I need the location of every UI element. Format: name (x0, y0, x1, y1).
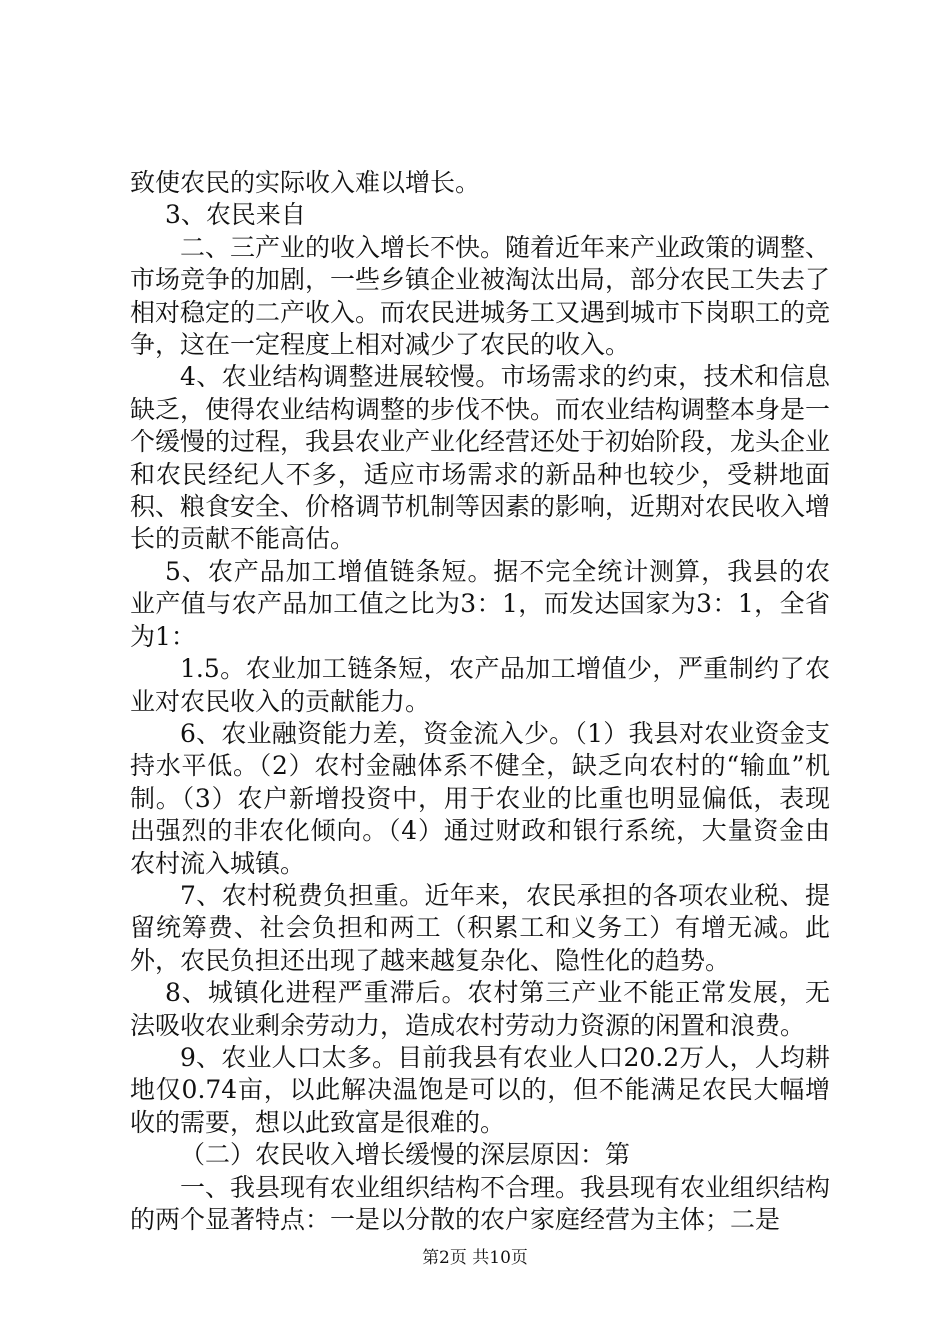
paragraph: （二）农民收入增长缓慢的深层原因：第 (180, 1140, 631, 1170)
document-body (130, 167, 830, 1236)
paragraph: 一、我县现有农业组织结构不合理。我县现有农业组织结构的两个显著特点：一是以分散的农户家庭经营为主体；二是 (130, 1172, 831, 1234)
paragraph: 二、三产业的收入增长不快。随着近年来产业政策的调整、市场竞争的加剧，一些乡镇企业被淘汰出局，部分农民工失去了相对稳定的二产收入。而农民进城务工又遇到城市下岗职工的竞争，这在一定程度上相对减少了农民的收入。 (130, 232, 831, 360)
paragraph: 6、农业融资能力差，资金流入少。（1）我县对农业资金支持水平低。（2）农村金融体系不健全，缺乏向农村的“输血”机制。（3）农户新增投资中，用于农业的比重也明显偏低，表现出强烈的非农化倾向。（4）通过财政和银行系统，大量资金由农村流入城镇。 (130, 718, 830, 878)
paragraph: 1.5。农业加工链条短，农产品加工增值少，严重制约了农业对农民收入的贡献能力。 (130, 654, 830, 716)
paragraph: 7、农村税费负担重。近年来，农民承担的各项农业税、提留统筹费、社会负担和两工（积累工和义务工）有增无减。此外，农民负担还出现了越来越复杂化、隐性化的趋势。 (130, 880, 830, 975)
paragraph: 5、农产品加工增值链条短。据不完全统计测算，我县的农业产值与农产品加工值之比为3：1，而发达国家为3：1，全省为1： (130, 556, 830, 651)
page-number-label: 第2页 共10页 (422, 1248, 528, 1268)
paragraph: 致使农民的实际收入难以增长。 (130, 168, 481, 197)
paragraph: 9、农业人口太多。目前我县有农业人口20.2万人，人均耕地仅0.74亩，以此解决温饱是可以的，但不能满足农民大幅增收的需要，想以此致富是很难的。 (130, 1042, 830, 1137)
paragraph: 4、农业结构调整进展较慢。市场需求的约束，技术和信息缺乏，使得农业结构调整的步伐不快。而农业结构调整本身是一个缓慢的过程，我县农业产业化经营还处于初始阶段，龙头企业和农民经纪人不多，适应市场需求的新品种也较少，受耕地面积、粮食安全、价格调节机制等因素的影响，近期对农民收入增长的贡献不能高估。 (130, 362, 831, 554)
page-footer (0, 1243, 950, 1268)
paragraph: 3、农民来自 (165, 200, 306, 230)
paragraph: 8、城镇化进程严重滞后。农村第三产业不能正常发展，无法吸收农业剩余劳动力，造成农村劳动力资源的闲置和浪费。 (130, 978, 830, 1040)
